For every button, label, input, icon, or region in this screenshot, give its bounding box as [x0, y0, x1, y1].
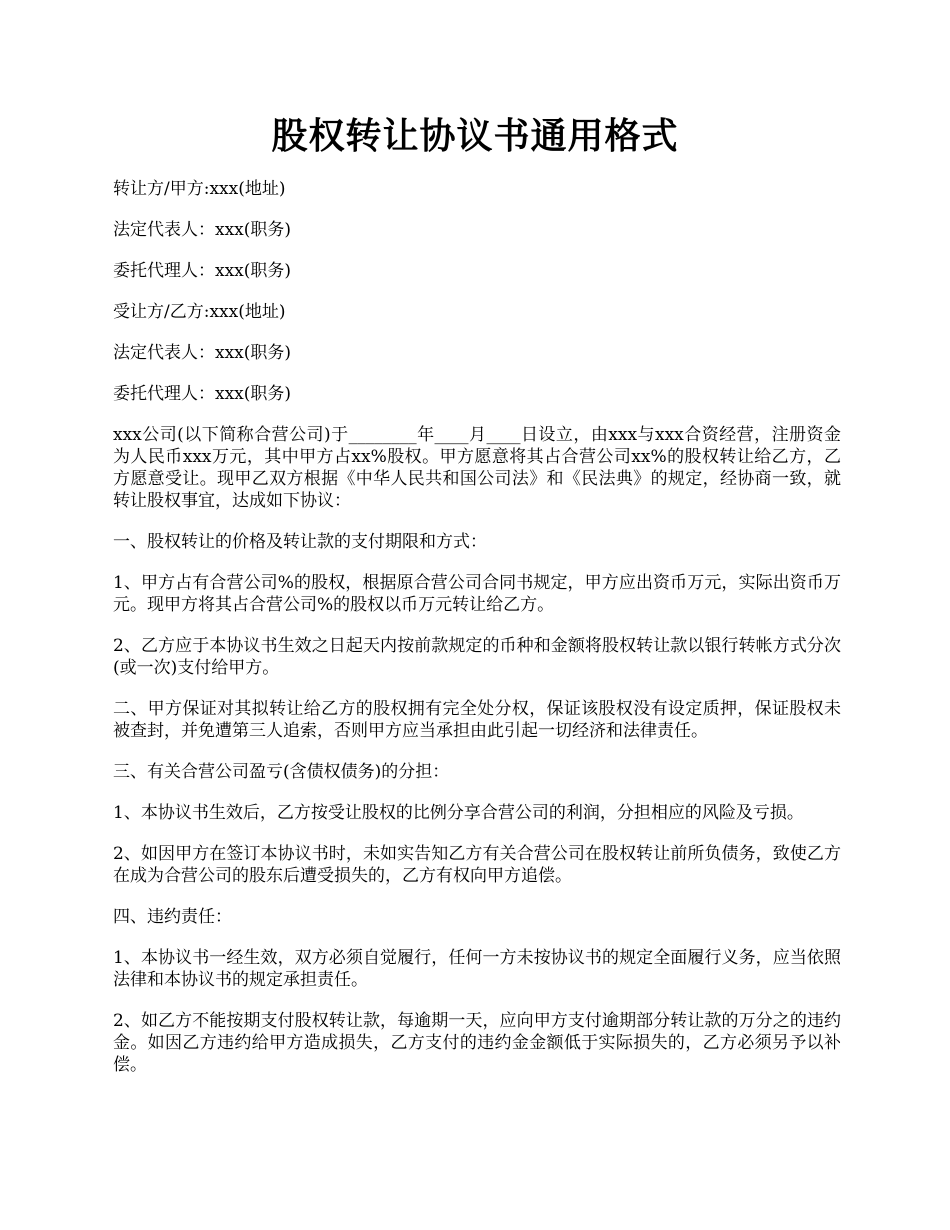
section-heading-3: 三、有关合营公司盈亏(含债权债务)的分担： [113, 762, 450, 782]
document-body [113, 178, 841, 1095]
party-b-line: 受让方/乙方:xxx(地址) [113, 302, 286, 322]
section-heading-4: 四、违约责任： [113, 907, 232, 927]
document-title: 股权转让协议书通用格式 [271, 115, 679, 157]
section-heading-1: 一、股权转让的价格及转让款的支付期限和方式： [113, 532, 487, 552]
party-a-legal-representative: 法定代表人：xxx(职务) [113, 220, 292, 240]
party-b-legal-representative: 法定代表人：xxx(职务) [113, 343, 292, 363]
clause-4-1: 1、本协议书一经生效，双方必须自觉履行，任何一方未按协议书的规定全面履行义务，应当依照法律和本协议书的规定承担责任。 [113, 948, 841, 990]
clause-1-1: 1、甲方占有合营公司%的股权，根据原合营公司合同书规定，甲方应出资币万元，实际出资币万元。现甲方将其占合营公司%的股权以币万元转让给乙方。 [113, 573, 841, 615]
clause-1-2: 2、乙方应于本协议书生效之日起天内按前款规定的币种和金额将股权转让款以银行转帐方式分次(或一次)支付给甲方。 [113, 636, 841, 678]
party-b-agent: 委托代理人：xxx(职务) [113, 384, 292, 404]
section-2-paragraph: 二、甲方保证对其拟转让给乙方的股权拥有完全处分权，保证该股权没有设定质押，保证股权未被查封，并免遭第三人追索，否则甲方应当承担由此引起一切经济和法律责任。 [113, 699, 841, 741]
preamble-paragraph: xxx公司(以下简称合营公司)于________年____月____日设立，由xxx与xxx合资经营，注册资金为人民币xxx万元，其中甲方占xx%股权。甲方愿意将其占合营公司xx%的股权转让给乙方，乙方愿意受让。现甲乙双方根据《中华人民共和国公司法》和《民法典》的规定，经协商一致，就转让股权事宜，达成如下协议： [113, 425, 841, 511]
clause-3-2: 2、如因甲方在签订本协议书时，未如实告知乙方有关合营公司在股权转让前所负债务，致使乙方在成为合营公司的股东后遭受损失的，乙方有权向甲方追偿。 [113, 844, 841, 886]
party-a-line: 转让方/甲方:xxx(地址) [113, 179, 286, 199]
clause-4-2: 2、如乙方不能按期支付股权转让款，每逾期一天，应向甲方支付逾期部分转让款的万分之的违约金。如因乙方违约给甲方造成损失，乙方支付的违约金金额低于实际损失的，乙方必须另予以补偿。 [113, 1011, 841, 1075]
party-a-agent: 委托代理人：xxx(职务) [113, 261, 292, 281]
clause-3-1: 1、本协议书生效后，乙方按受让股权的比例分享合营公司的利润，分担相应的风险及亏损。 [113, 803, 804, 823]
